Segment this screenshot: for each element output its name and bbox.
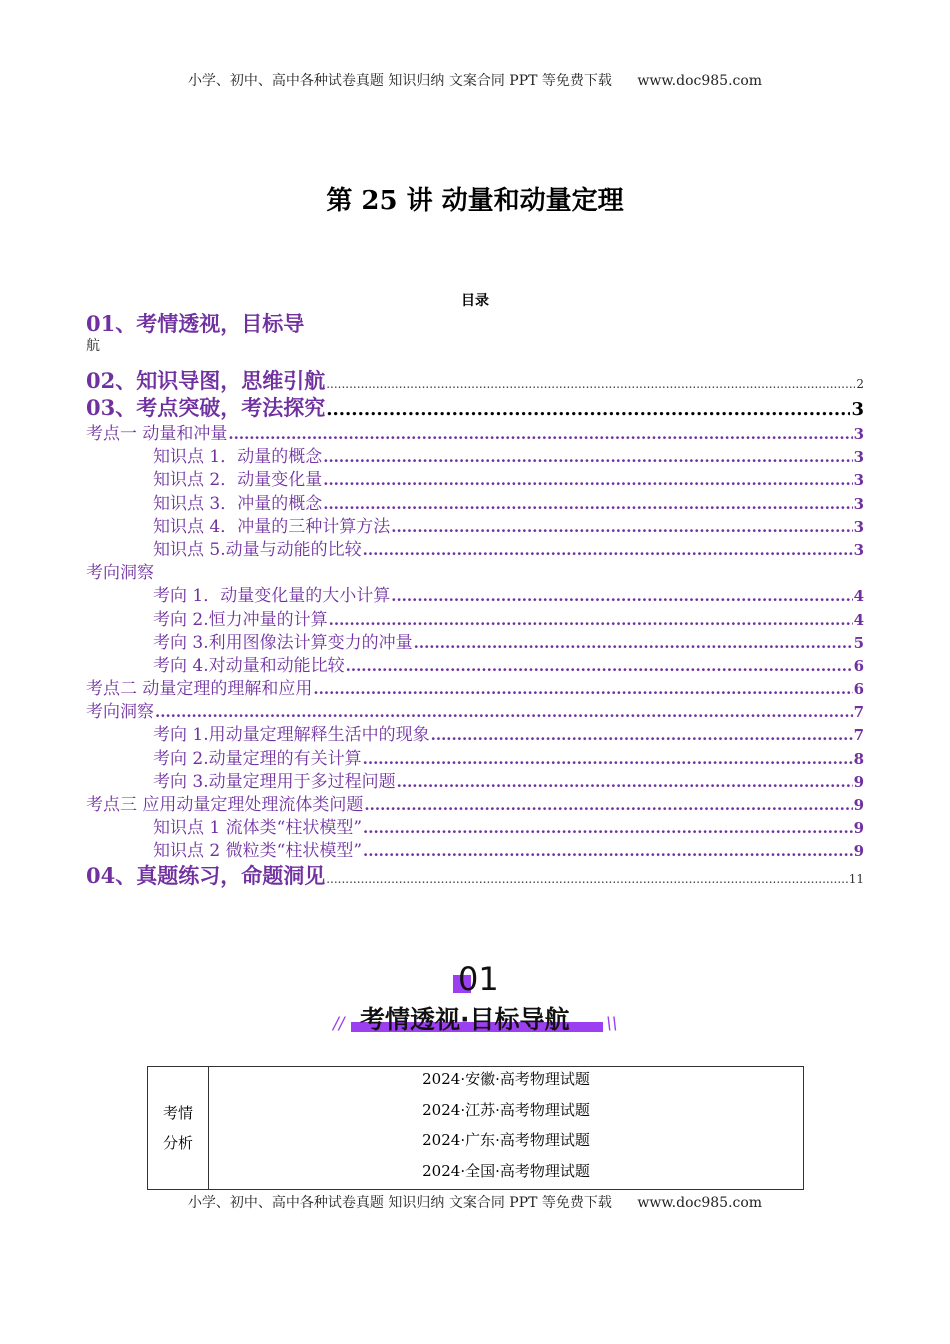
toc-entry[interactable] [86, 651, 864, 674]
toc-page-number: 3 [853, 540, 864, 559]
toc-entry-text: 知识点 1 流体类“柱状模型” [153, 818, 363, 839]
table-item: 2024·全国·高考物理试题 [422, 1161, 590, 1180]
label-line: 考情 [162, 1104, 193, 1122]
dot-leader [228, 425, 852, 443]
dot-leader [323, 495, 852, 513]
dot-leader [326, 399, 850, 420]
toc-entry-text: 知识点 2．动量变化量 [153, 470, 323, 491]
dot-leader [391, 518, 852, 536]
page-header [0, 70, 950, 90]
toc-entry[interactable] [86, 720, 864, 746]
section-banner [0, 958, 950, 1038]
toc-entry[interactable] [86, 512, 864, 535]
toc-page-number: 6 [853, 656, 864, 675]
toc-entry-text: 04、真题练习，命题洞见 [86, 862, 326, 888]
dot-leader [397, 773, 853, 791]
toc-entry-text: 01、考情透视，目标导 [86, 311, 305, 336]
page-title: 第 25 讲 动量和动量定理 [326, 186, 624, 216]
dot-leader [364, 796, 852, 814]
footer-text: 小学、初中、高中各种试卷真题 知识归纳 文案合同 PPT 等免费下载 [187, 1195, 612, 1211]
toc-entry[interactable] [86, 790, 864, 813]
toc-entry-text: 考向 1．动量变化量的大小计算 [153, 586, 391, 607]
section-number: 01 [458, 960, 499, 998]
toc-entry[interactable] [86, 628, 864, 651]
toc-entry-text: 考向 2.恒力冲量的计算 [153, 609, 328, 630]
dot-leader [329, 611, 853, 629]
toc-page-number: 2 [856, 377, 864, 391]
toc-page-number: 4 [853, 610, 864, 629]
toc-page-number: 11 [848, 871, 864, 886]
toc-entry[interactable] [86, 365, 864, 392]
toc-entry-text: 03、考点突破，考法探究 [86, 395, 326, 420]
toc-entry[interactable] [86, 860, 864, 887]
toc-entry[interactable] [86, 465, 864, 491]
toc-entry-text: 考点一 动量和冲量 [86, 424, 228, 444]
toc-page-number: 3 [853, 448, 864, 467]
toc-entry[interactable] [86, 308, 864, 335]
header-text: 小学、初中、高中各种试卷真题 知识归纳 文案合同 PPT 等免费下载 [187, 73, 612, 89]
toc-entry-text: 考向 1.用动量定理解释生活中的现象 [153, 725, 430, 746]
exam-analysis-table [147, 1066, 804, 1190]
toc-entry[interactable] [86, 442, 864, 468]
toc-entry-text: 考向 2.动量定理的有关计算 [153, 748, 362, 769]
toc-page-number: 5 [853, 633, 864, 652]
dot-leader [391, 587, 852, 605]
toc-entry[interactable] [86, 419, 864, 442]
toc-page-number: 3 [851, 399, 864, 420]
dot-leader [155, 703, 853, 721]
toc-entry-text: 考点二 动量定理的理解和应用 [86, 679, 313, 700]
toc-entry-text: 考向 4.对动量和动能比较 [153, 655, 345, 676]
toc-entry[interactable] [86, 697, 864, 723]
toc-entry[interactable] [86, 558, 864, 584]
toc-page-number: 9 [853, 796, 864, 814]
toc-entry-text: 考向洞察 [86, 702, 154, 723]
toc-page-number: 3 [853, 494, 864, 513]
toc-page-number: 6 [853, 680, 864, 699]
table-item: 2024·江苏·高考物理试题 [422, 1100, 590, 1119]
toc-page-number: 3 [853, 471, 864, 490]
dot-leader [326, 377, 855, 391]
toc-entry-wrap: 航 [86, 338, 100, 354]
dot-leader [313, 680, 852, 698]
toc-heading: 目录 [461, 293, 489, 309]
toc-entry-text: 考向 3.利用图像法计算变力的冲量 [153, 632, 413, 653]
toc-page-number: 9 [853, 772, 864, 791]
label-line: 分析 [162, 1134, 193, 1152]
toc-entry-text: 02、知识导图，思维引航 [86, 368, 326, 393]
section-title: 考情透视·目标导航 [360, 1005, 570, 1034]
toc-entry[interactable] [86, 813, 864, 839]
toc-entry[interactable] [86, 535, 864, 558]
dot-leader [326, 872, 847, 886]
toc-entry[interactable] [86, 581, 864, 607]
footer-link[interactable]: www.doc985.com [637, 1195, 763, 1211]
header-link[interactable]: www.doc985.com [637, 73, 763, 89]
toc-page-number: 7 [853, 703, 864, 722]
toc-entry[interactable] [86, 392, 864, 419]
dot-leader [363, 750, 853, 768]
right-slash-decoration: \\ [606, 1014, 618, 1034]
toc-page-number: 7 [853, 726, 864, 745]
toc-entry[interactable] [86, 489, 864, 512]
dot-leader [363, 842, 853, 860]
table-label [148, 1067, 209, 1189]
toc-entry-text: 考点三 应用动量定理处理流体类问题 [86, 795, 364, 815]
toc-entry-text: 知识点 4．冲量的三种计算方法 [153, 516, 391, 537]
dot-leader [323, 471, 852, 489]
toc-entry[interactable] [86, 605, 864, 628]
toc-entry[interactable] [86, 767, 864, 790]
toc-page-number: 9 [853, 842, 864, 861]
toc-page-number: 9 [853, 819, 864, 838]
table-of-contents [86, 308, 864, 887]
toc-entry[interactable] [86, 836, 864, 862]
toc-page-number: 4 [853, 587, 864, 606]
toc-entry[interactable] [86, 744, 864, 767]
dot-leader [431, 726, 853, 744]
toc-page-number: 3 [853, 425, 864, 443]
toc-entry-text: 知识点 5.动量与动能的比较 [153, 539, 362, 560]
toc-entry-text: 知识点 1．动量的概念 [153, 447, 323, 468]
toc-page-number: 3 [853, 517, 864, 536]
toc-entry-text: 考向洞察 [86, 563, 154, 584]
toc-entry[interactable] [86, 674, 864, 700]
table-item: 2024·安徽·高考物理试题 [422, 1070, 590, 1088]
dot-leader [323, 448, 852, 466]
toc-page-number: 8 [853, 749, 864, 768]
dot-leader [346, 657, 853, 675]
page-footer [0, 1192, 950, 1212]
table-item: 2024·广东·高考物理试题 [422, 1131, 590, 1149]
dot-leader [363, 541, 853, 559]
toc-entry-text: 考向 3.动量定理用于多过程问题 [153, 771, 396, 792]
dot-leader [363, 819, 853, 837]
left-slash-decoration: // [333, 1014, 345, 1034]
toc-entry-text: 知识点 3．冲量的概念 [153, 493, 323, 514]
toc-entry-text: 知识点 2 微粒类“柱状模型” [153, 841, 363, 862]
dot-leader [414, 634, 853, 652]
